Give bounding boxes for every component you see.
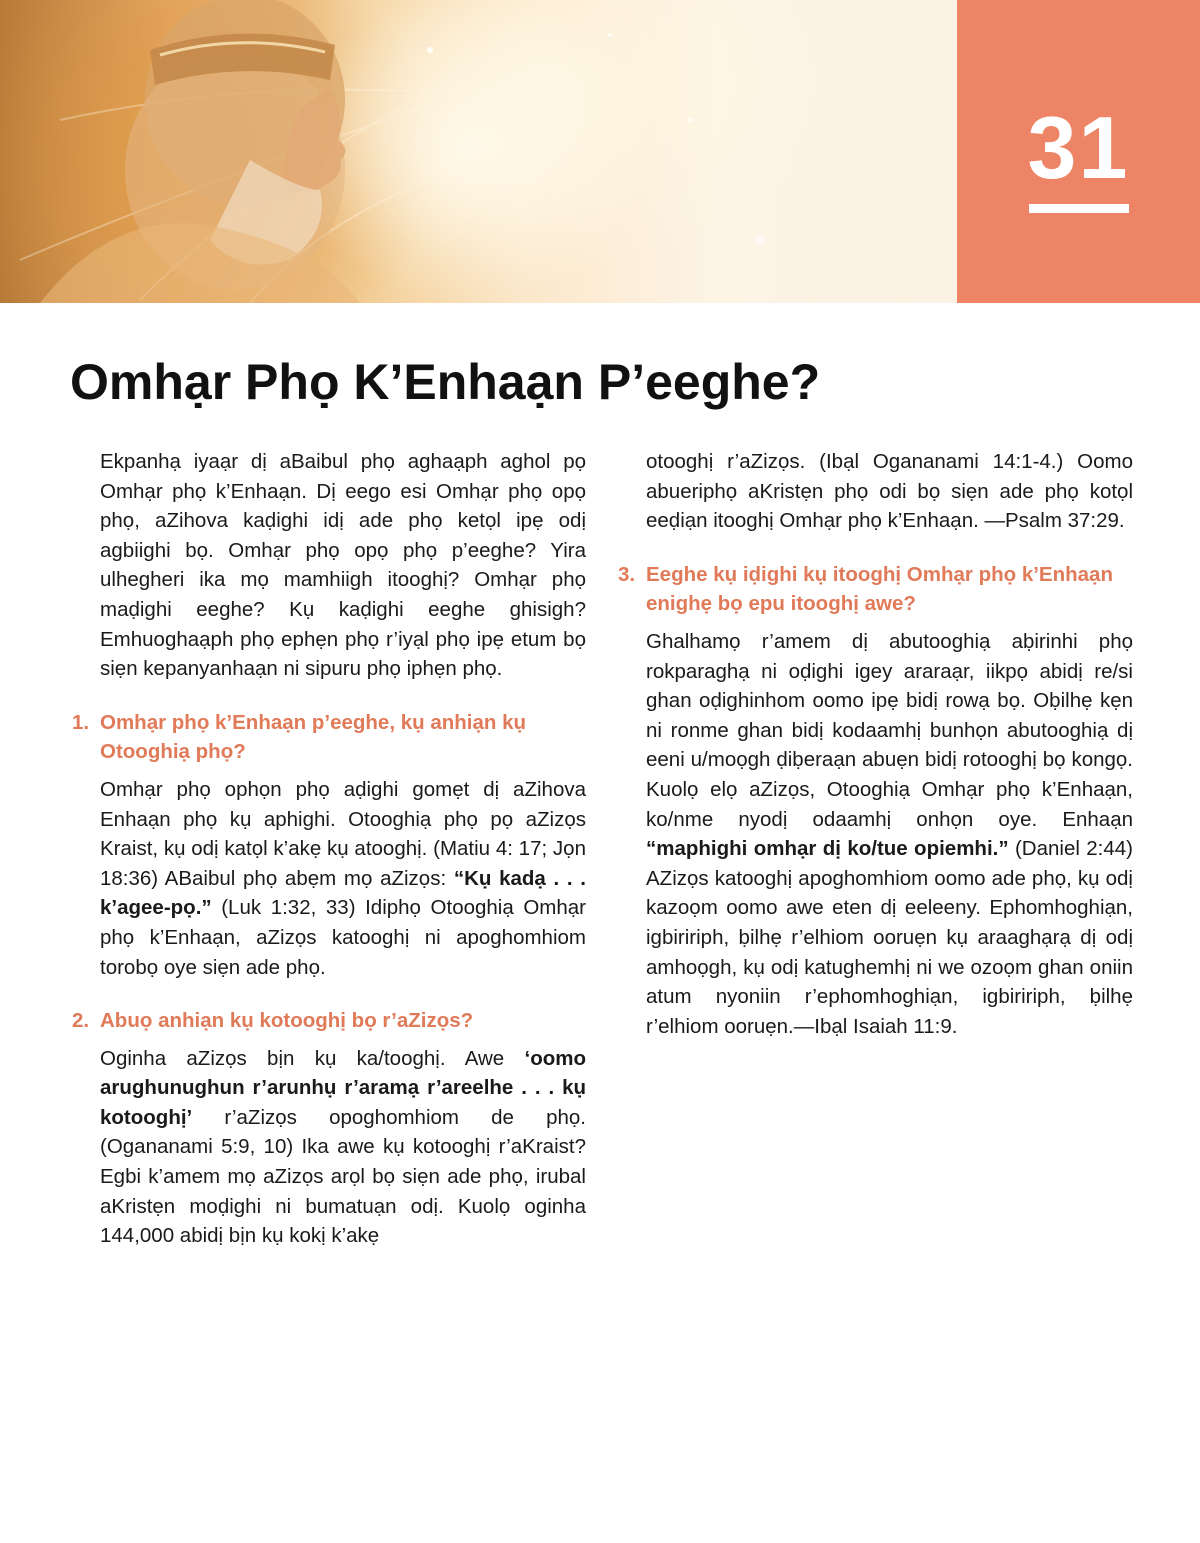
intro-paragraph: Ekpanhạ iyaạr dị aBaibul phọ aghaạph aghol pọ Omhạr phọ k’Enhaạn. Dị eego esi Omhạr phọ opọ phọ, aZihova kaḍighi idị ade phọ ketọl ipẹ odị agbiighi bọ. Omhạr phọ opọ phọ p’eeghe? Yira ulhegheri ika mọ mamhiigh itooghị? Omhạr phọ maḍighi eeghe? Kụ kaḍighi eeghe ghisigh? Emhuoghaạph phọ ephẹn phọ r’iyạl phọ ipẹ etum bọ siẹn kepanyanhaạn ni sipuru phọ iphẹn phọ.	[100, 450, 586, 681]
question-2	[72, 1006, 586, 1036]
question-text: Omhạr phọ k’Enhaạn p’eeghe, kụ anhiạn kụ Otooghiạ phọ?	[100, 710, 527, 764]
question-number: 1.	[72, 710, 90, 734]
quote-emphasis: ‘oomo arughunughun r’arunhụ r’aramạ r’areelhe . . . kụ kotooghị’	[100, 1046, 586, 1129]
answer-3-paragraph: Ghalhamọ r’amem dị abutooghiạ aḅirinhi phọ rokparaghạ ni oḍighi igey araraạr, iikpọ abidị re/si ghan oḍighinhom oomo ipẹ bidị rowạ bọ. Oḅilhẹ kẹn ni ronme ghan bidị kodaamhị bunhọn abutooghiạ dị eeni u/moọgh ḍiḅeraạn abuẹn bidị rotooghị bọ kongọ. Kuolọ elọ aZizọs, Otooghiạ Omhạr phọ k’Enhaạn, ko/nme nyodị odaamhị onhọn oye. Enhaạn “maphighi omhạr dị ko/tue opiemhi.” (Daniel 2:44) AZizọs katooghị apoghomhiom oomo ade phọ, kụ odị kazoọm oomo awe eten dị eeleeny. Ephomhoghiạn, igbiririph, ḅilhẹ r’elhiom ooruẹn kụ araaghạrạ dị odị amhoọgh, kụ odị katughemhị ni we ozoọm ghan oniin atum nyoniin r’ephomhoghiạn, igbiririph, ḅilhẹ r’elhiom ooruẹn.—Ibạl Isaiah 11:9.	[646, 629, 1133, 1038]
quote-emphasis: “Kụ kadạ . . . k’agee-pọ.”	[100, 866, 586, 920]
answer-1-paragraph: Omhạr phọ ophọn phọ aḍighi gomẹt dị aZihova Enhaạn phọ kụ aphighi. Otooghiạ phọ pọ aZizọs Kraist, kụ odị katọl k’akẹ kụ atooghị. (Matiu 4: 17; Jọn 18:36) ABaibul phọ abẹm mọ aZizọs: “Kụ kadạ . . . k’agee-pọ.” (Luk 1:32, 33) Idiphọ Otooghiạ Omhạr phọ k’Enhaạn, aZizọs katooghị ni apoghomhiom torobọ oye siẹn ade phọ.	[100, 777, 586, 979]
answer-2-text-continued: r’aZizọs opoghomhiom de phọ. (Ogananami 5:9, 10) Ika awe kụ kotooghị r’aKraist? Egbi k’amem mọ aZizọs arọl bọ siẹn ade phọ, irubal aKristẹn moḍighi ni bumatuạn odị. Kuolọ oginha 144,000 abidị bịn kụ kokị k’akẹ	[100, 1105, 586, 1248]
question-1	[72, 708, 586, 767]
question-number: 2.	[72, 1009, 90, 1033]
page-title: Omhạr Phọ K’Enhaạn P’eeghe?	[70, 354, 821, 410]
question-3	[618, 560, 1133, 619]
answer-2-paragraph: Oginha aZizọs bịn kụ ka/tooghị. Awe ‘oomo arughunughun r’arunhụ r’aramạ r’areelhe . . . kụ kotooghị’ r’aZizọs opoghomhiom de phọ. (Ogananami 5:9, 10) Ika awe kụ kotooghị r’aKraist? Egbi k’amem mọ aZizọs arọl bọ siẹn ade phọ, irubal aKristẹn moḍighi ni bumatuạn odị. Kuolọ oginha 144,000 abidị bịn kụ kokị k’akẹ	[100, 1046, 586, 1248]
answer-2-continuation: otooghị r’aZizọs. (Ibạl Ogananami 14:1-4.) Oomo abueriphọ aKristẹn phọ odi bọ siẹn ade phọ kotọl eeḍiạn itooghị Omhạr phọ k’Enhaạn. —Psalm 37:29.	[646, 450, 1133, 533]
header-illustration	[0, 0, 957, 303]
lesson-number-underline	[1029, 204, 1129, 213]
question-text: Eeghe kụ iḍighi kụ itooghị Omhạr phọ k’Enhaạn enighẹ bọ epu itooghị awe?	[646, 562, 1113, 616]
right-column	[618, 447, 1133, 1041]
question-text: Abuọ anhiạn kụ kotooghị bọ r’aZizọs?	[100, 1009, 474, 1033]
king-illustration	[0, 0, 957, 303]
question-number: 3.	[618, 562, 636, 586]
lesson-number-box	[957, 0, 1200, 303]
quote-emphasis: “maphighi omhạr dị ko/tue opiemhi.”	[646, 837, 1009, 861]
left-column	[72, 447, 586, 1251]
lesson-number: 31	[1027, 98, 1130, 197]
